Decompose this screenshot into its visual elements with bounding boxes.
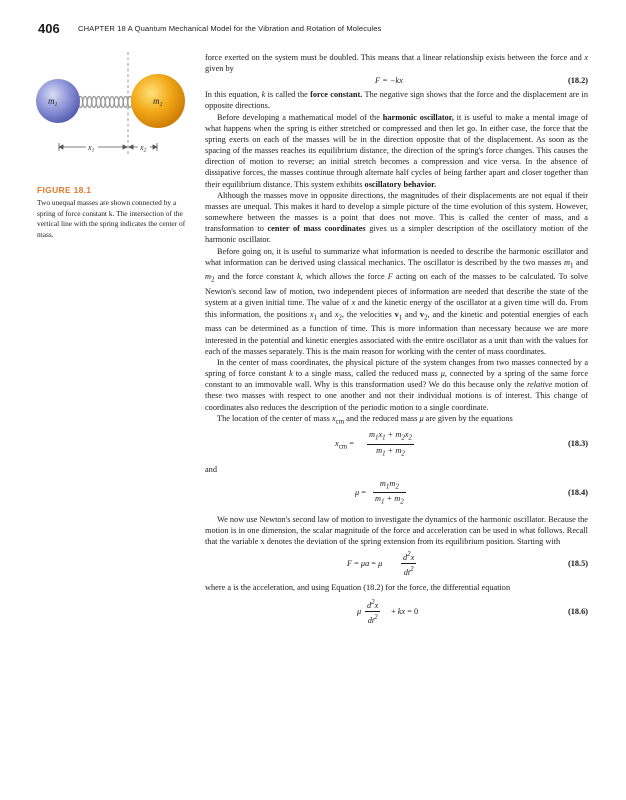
figure-18-1-illustration	[36, 52, 186, 180]
figure-caption: Two unequal masses are shown connected by a spring of force constant k. The intersection of the vertical line with the spring indicates the center of mass.	[37, 198, 186, 239]
and-text: and	[205, 465, 217, 475]
equation-18-3	[205, 429, 588, 461]
second-derivative: $\frac{d^2x}{dt^2}$	[367, 599, 379, 625]
paragraph: The location of the center of mass $x_{cm}$ and the reduced mass μ are given by the equations	[217, 413, 513, 426]
mass-2-label: $m_2$	[153, 96, 163, 108]
newton-equation: F = μa = μ	[347, 559, 383, 569]
figure-label: FIGURE 18.1	[37, 185, 92, 195]
second-derivative: $\frac{d^2x}{dt^2}$	[403, 551, 415, 577]
equation-rhs: + kx = 0	[391, 607, 419, 617]
x1-label: x1	[88, 143, 95, 154]
paragraph: Before developing a mathematical model of the harmonic oscillator, it is useful to make a mental image of what happens when the spring is either stretched or compressed and then let go. In either case, the force that the spring exerts on each of the masses will be in the direction opposite that of the displacement. As soon as the spacing of the masses reaches its equilibrium distance, the direction of the spring's force changes. This causes the direction of motion to reverse; an initial stretch becomes a compression and vice versa. In the absence of dissipative forces, the masses continue through alternate half cycles of being farther apart and closer together than their equilibrium distance. This system exhibits oscillatory behavior.	[205, 112, 589, 189]
page-header	[38, 21, 590, 39]
equation-18-6	[205, 597, 588, 627]
mu-symbol: μ	[357, 607, 362, 617]
page-number: 406	[38, 21, 60, 36]
mu-equation: μ =	[355, 487, 366, 497]
equation-number: (18.4)	[567, 487, 588, 497]
mass-1	[36, 79, 80, 123]
equation-number: (18.2)	[567, 76, 588, 86]
paragraph: Although the masses move in opposite directions, the magnitudes of their displacements are not equal if their masses are unequal. This makes it hard to develop a simple picture of the time evolution of this system. However, somewhere between the masses is a point that does not move. This is called the center of mass, and a transformation to center of mass coordinates gives us a simpler description of the oscillatory motion of the harmonic oscillator.	[205, 190, 588, 245]
paragraph: In the center of mass coordinates, the physical picture of the system changes from two masses connected by a spring of force constant k to a single mass, called the reduced mass μ, connected by a spring of the same force constant to an immovable wall. Why is this transformation used? We do this because only the relative motion of these two masses with respect to one another and not their individual motions is of interest. This change of coordinates also reduces the description of the periodic motion to a single coordinate.	[205, 357, 589, 412]
equation-number: (18.3)	[567, 439, 588, 449]
equation-18-4	[205, 478, 588, 510]
xcm-equation: $x_{cm}$ =	[335, 439, 354, 452]
mass-1-label: $m_1$	[48, 96, 58, 108]
xcm-fraction: $\frac{m_1x_1 + m_2x_2}{m_1 + m_2}$	[369, 430, 412, 458]
paragraph: where a is the acceleration, and using Equation (18.2) for the force, the differential equation	[205, 583, 511, 593]
paragraph: Before going on, it is useful to summarize what information is needed to describe the harmonic oscillator and what information can be derived using classical mechanics. The oscillator is described by the two masses $m_1$ and $m_2$ and the force constant k, which allows the force F acting on each of the masses to be calculated. To solve Newton's second law of motion, two independent pieces of information are needed that describe the state of the system at a given initial time. The value of x and the kinetic energy of the oscillator at a given time will do. From this information, the positions $x_1$ and $x_2$, the velocities $v_1$ and $v_2$, and the kinetic and potential energies of each mass can be determined as a function of time. This is more information than necessary because we are more interested in the potential and kinetic energies associated with the entire oscillator as a unit than with the values for each of the masses separately. This is the main reason for working with the center of mass coordinates.	[205, 246, 588, 356]
equation-18-5	[205, 549, 588, 579]
paragraph: In this equation, k is called the force constant. The negative sign shows that the force and the displacement are in opposite directions.	[205, 90, 589, 111]
equation-number: (18.5)	[567, 559, 588, 569]
body-text	[205, 52, 588, 627]
equation-18-2: F = −kx (18.2)	[375, 76, 588, 86]
x2-label: x2	[140, 143, 147, 154]
equation-number: (18.6)	[567, 607, 588, 617]
running-head: CHAPTER 18 A Quantum Mechanical Model for the Vibration and Rotation of Molecules	[78, 24, 382, 33]
paragraph: We now use Newton's second law of motion to investigate the dynamics of the harmonic oscillator. Because the motion is in one dimension, the scalar magnitude of the force and acceleration can be used in what follows. Recall that the variable x denotes the deviation of the spring extension from its equilibrium position. Starting with	[205, 514, 588, 546]
mu-fraction: $\frac{m_1m_2}{m_1 + m_2}$	[375, 478, 404, 507]
paragraph: force exerted on the system must be doubled. This means that a linear relationship exists between the force and x given by	[205, 53, 588, 74]
